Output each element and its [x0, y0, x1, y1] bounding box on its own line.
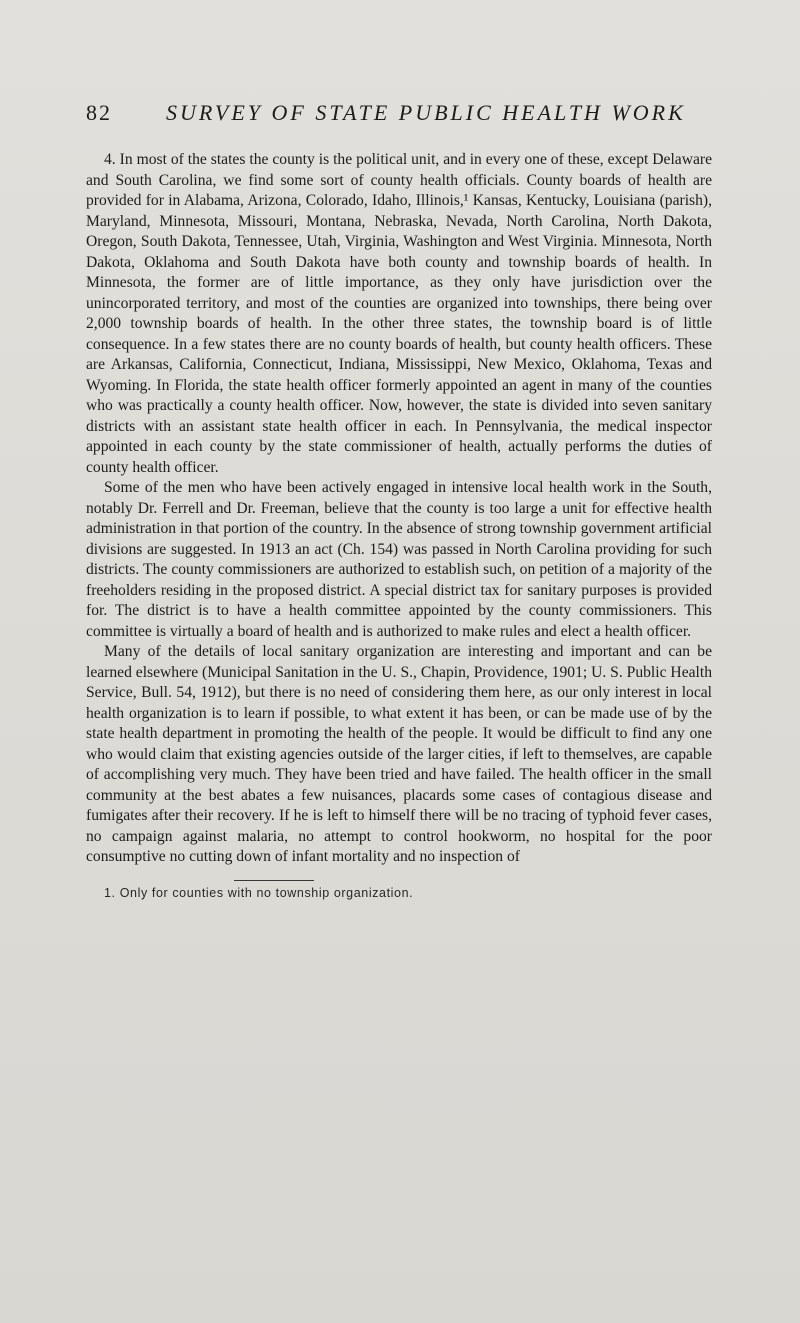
footnote: 1. Only for counties with no township organization. — [104, 886, 414, 900]
body-text — [86, 150, 712, 868]
running-title: SURVEY OF STATE PUBLIC HEALTH WORK — [166, 100, 686, 125]
page-number: 82 — [86, 100, 112, 125]
paragraph-county-officials: 4. In most of the states the county is the political unit, and in every one of these, except Delaware and South Carolina, we find some sort of county health officials. County boards of health are provided for in Alabama, Arizona, Colorado, Idaho, Illinois,¹ Kansas, Kentucky, Louisiana (parish), Maryland, Minnesota, Missouri, Montana, Nebraska, Nevada, North Carolina, North Dakota, Oregon, South Dakota, Tennessee, Utah, Virginia, Washington and West Virginia. Minnesota, North Dakota, Oklahoma and South Dakota have both county and township boards of health. In Minnesota, the former are of little importance, as they only have jurisdiction over the unincorporated territory, and most of the counties are organized into townships, there being over 2,000 township boards of health. In the other three states, the township board is of little consequence. In a few states there are no county boards of health, but county health officers. These are Arkansas, California, Connecticut, Indiana, Mississippi, New Mexico, Oklahoma, Texas and Wyoming. In Florida, the state health officer formerly appointed an agent in many of the counties who was practically a county health officer. Now, however, the state is divided into seven sanitary districts with an assistant state health officer in each. In Pennsylvania, the medical inspector appointed in each county by the state commissioner of health, actually performs the duties of county health officer. — [86, 151, 712, 476]
page-header — [86, 100, 726, 140]
footnote-divider — [234, 880, 314, 881]
paragraph-south-districts: Some of the men who have been actively engaged in intensive local health work in the South, notably Dr. Ferrell and Dr. Freeman, believe that the county is too large a unit for effective health administration in that portion of the country. In the absence of strong township government artificial divisions are suggested. In 1913 an act (Ch. 154) was passed in North Carolina providing for such districts. The county commissioners are authorized to establish such, on petition of a majority of the freeholders residing in the proposed district. A special district tax for sanitary purposes is provided for. The district is to have a health committee appointed by the county commissioners. This committee is virtually a board of health and is authorized to make rules and elect a health officer. — [86, 479, 712, 640]
paragraph-local-organization: Many of the details of local sanitary organization are interesting and important and can be learned elsewhere (Municipal Sanitation in the U. S., Chapin, Providence, 1901; U. S. Public Health Service, Bull. 54, 1912), but there is no need of considering them here, as our only interest in local health organization is to learn if possible, to what extent it has been, or can be made use of by the state health department in promoting the health of the people. It would be difficult to find any one who would claim that existing agencies outside of the larger cities, if left to themselves, are capable of accomplishing very much. They have been tried and have failed. The health officer in the small community at the best abates a few nuisances, placards some cases of contagious disease and fumigates after their recovery. If he is left to himself there will be no tracing of typhoid fever cases, no campaign against malaria, no attempt to control hookworm, no hospital for the poor consumptive no cutting down of infant mortality and no inspection of — [86, 643, 712, 865]
